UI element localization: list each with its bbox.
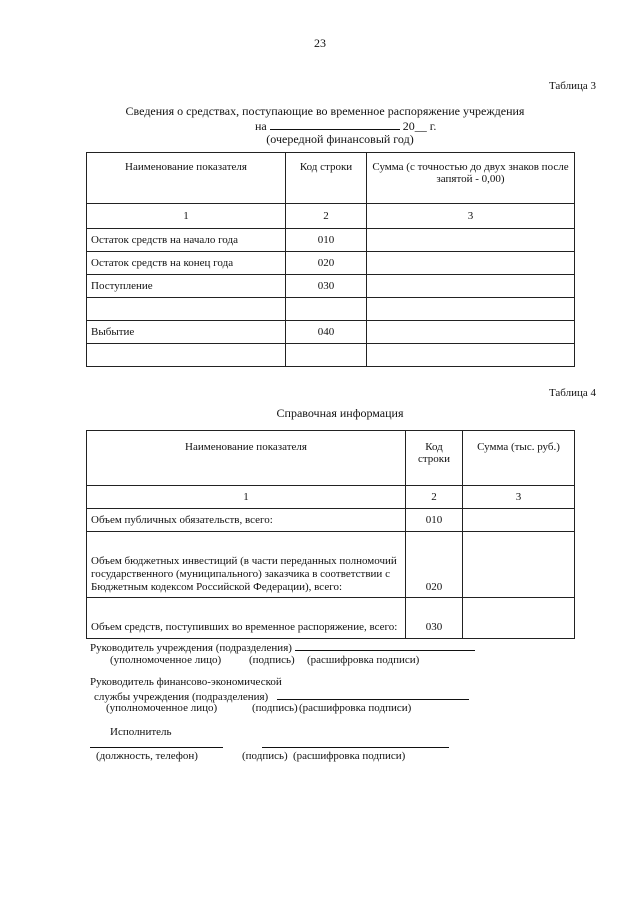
indicator-name: Остаток средств на конец года [87,252,286,275]
sum-cell[interactable] [367,321,575,344]
column-number: 1 [87,204,286,229]
exec-position-blank[interactable] [90,737,223,748]
sum-cell[interactable] [463,509,575,532]
header-cell: Сумма (с точностью до двух знаков после запятой - 0,00) [367,153,575,204]
column-number-row [87,486,575,509]
sum-cell[interactable] [367,275,575,298]
row-code: 040 [286,321,367,344]
indicator-name[interactable] [87,344,286,367]
fin-signature-blank[interactable] [277,689,469,700]
table-row [87,321,575,344]
date-year: 20__ г. [402,119,437,133]
page-number: 23 [314,36,326,50]
table-row [87,598,575,639]
head-hint-decode: (расшифровка подписи) [307,654,420,666]
header-cell: Код строки [286,153,367,204]
table-row [87,532,575,598]
column-number: 3 [463,486,575,509]
fin-signature-line [94,689,469,703]
sum-cell[interactable] [367,344,575,367]
row-code: 030 [406,598,463,639]
indicator-name: Объем средств, поступивших во временное распоряжение, всего: [87,598,406,639]
row-code: 030 [286,275,367,298]
table4-title: Справочная информация [276,406,404,420]
exec-label: Исполнитель [110,726,172,738]
head-signature-blank[interactable] [295,640,475,651]
row-code: 020 [406,532,463,598]
sum-cell[interactable] [367,229,575,252]
row-code: 010 [406,509,463,532]
indicator-name: Выбытие [87,321,286,344]
head-hint-sign: (подпись) [249,654,295,666]
column-number: 2 [286,204,367,229]
sum-cell[interactable] [367,252,575,275]
column-number-row [87,204,575,229]
table-row [87,229,575,252]
date-blank-line[interactable] [270,118,400,130]
row-code[interactable] [286,298,367,321]
table-row [87,509,575,532]
head-hint-person: (уполномоченное лицо) [110,654,222,666]
header-cell: Наименование показателя [87,153,286,204]
indicator-name: Объем бюджетных инвестиций (в части переданных полномочий государственного (муниципального) заказчика в соответствии с Бюджетным кодексом Российской Федерации), всего: [87,532,406,598]
table4 [86,430,575,639]
table4-label: Таблица 4 [548,387,596,399]
fin-label-line1: Руководитель финансово-экономической [90,676,282,688]
fin-hint-person: (уполномоченное лицо) [106,702,218,714]
sum-cell[interactable] [367,298,575,321]
header-cell: Наименование показателя [87,431,406,486]
column-number: 1 [87,486,406,509]
table-row [87,275,575,298]
head-label: Руководитель учреждения (подразделения) [90,642,292,654]
fin-hint-decode: (расшифровка подписи) [299,702,412,714]
table3 [86,152,575,367]
column-number: 3 [367,204,575,229]
table3-label: Таблица 3 [548,80,596,92]
header-cell: Сумма (тыс. руб.) [463,431,575,486]
indicator-name: Остаток средств на начало года [87,229,286,252]
exec-hint-sign: (подпись) [242,750,288,762]
sum-cell[interactable] [463,532,575,598]
column-number: 2 [406,486,463,509]
exec-hint-decode: (расшифровка подписи) [293,750,406,762]
exec-hint-position: (должность, телефон) [96,750,198,762]
table-header-row [87,153,575,204]
indicator-name[interactable] [87,298,286,321]
row-code: 010 [286,229,367,252]
row-code[interactable] [286,344,367,367]
indicator-name: Объем публичных обязательств, всего: [87,509,406,532]
exec-signature-blank[interactable] [262,737,449,748]
head-signature-line [90,640,475,654]
row-code: 020 [286,252,367,275]
table3-title: Сведения о средствах, поступающие во временное распоряжение учреждения [125,104,525,118]
sum-cell[interactable] [463,598,575,639]
table-header-row [87,431,575,486]
indicator-name: Поступление [87,275,286,298]
table-row [87,298,575,321]
table-row [87,252,575,275]
fin-label-line2: службы учреждения (подразделения) [94,691,269,703]
table3-subtitle: (очередной финансовый год) [266,132,414,146]
date-prefix: на [255,119,267,133]
fin-hint-sign: (подпись) [252,702,298,714]
header-cell: Код строки [406,431,463,486]
table-row [87,344,575,367]
